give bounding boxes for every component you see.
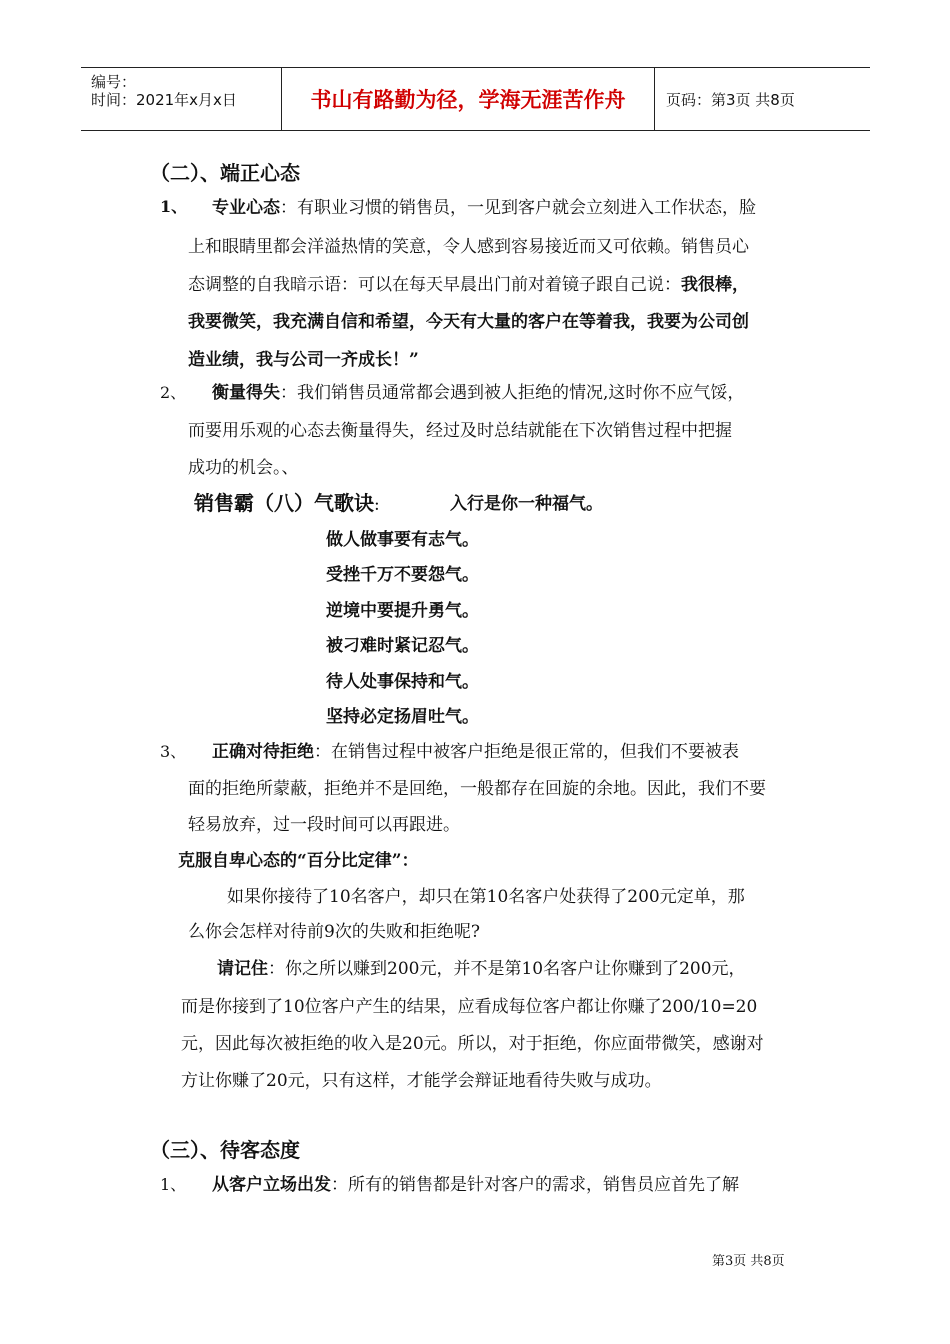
item-text: 态调整的自我暗示语：可以在每天早晨出门前对着镜子跟自己说： — [188, 275, 681, 295]
paragraph-line: 而要用乐观的心态去衡量得失，经过及时总结就能在下次销售过程中把握 — [188, 421, 732, 441]
section-title: （二）、端正心态 — [150, 161, 300, 185]
item-text: ：有职业习惯的销售员，一见到客户就会立刻进入工作状态，脸 — [280, 198, 756, 218]
paragraph-line: 上和眼睛里都会洋溢热情的笑意，令人感到容易接近而又可依赖。销售员心 — [188, 237, 749, 257]
time-label: 时间：2021年x月x日 — [91, 91, 237, 109]
item-number: 1、 — [160, 1175, 187, 1194]
poem-line: 入行是你一种福气。 — [450, 494, 603, 514]
paragraph-line: 如果你接待了10名客户，却只在第10名客户处获得了200元定单，那 — [227, 887, 745, 907]
poem-title-text: 销售霸（八）气歌诀 — [194, 491, 374, 515]
law-title: 克服自卑心态的“百分比定律”： — [178, 851, 419, 871]
poem-title-colon: : — [374, 495, 380, 515]
paragraph-line: 元，因此每次被拒绝的收入是20元。所以，对于拒绝，你应面带微笑，感谢对 — [181, 1034, 764, 1054]
item-emphasis: 我很棒， — [681, 275, 749, 295]
paragraph-line — [212, 193, 756, 218]
paragraph-line: 成功的机会。、 — [188, 458, 299, 478]
item-heading: 衡量得失 — [212, 383, 280, 403]
header-motto: 书山有路勤为径，学海无涯苦作舟 — [310, 88, 626, 112]
paragraph-line: 方让你赚了20元，只有这样，才能学会辩证地看待失败与成功。 — [181, 1071, 662, 1091]
item-text: ：你之所以赚到200元，并不是第10名客户让你赚到了200元， — [268, 959, 746, 979]
remember-heading: 请记住 — [217, 959, 268, 979]
paragraph-line — [188, 270, 749, 295]
poem-line: 逆境中要提升勇气。 — [326, 601, 479, 621]
poem-line: 待人处事保持和气。 — [326, 672, 479, 692]
header-meta — [81, 68, 281, 130]
header-page-label: 页码：第3页 共8页 — [666, 91, 795, 109]
poem-line: 受挫千万不要怨气。 — [326, 565, 479, 585]
paragraph-line — [212, 1170, 739, 1195]
item-text: ：在销售过程中被客户拒绝是很正常的，但我们不要被表 — [314, 742, 739, 762]
paragraph-line: 么你会怎样对待前9次的失败和拒绝呢? — [188, 922, 480, 942]
item-heading: 正确对待拒绝 — [212, 742, 314, 762]
paragraph-line: 轻易放弃，过一段时间可以再跟进。 — [188, 815, 460, 835]
poem-line: 做人做事要有志气。 — [326, 530, 479, 550]
paragraph-line — [212, 378, 744, 403]
paragraph-line: 而是你接到了10位客户产生的结果，应看成每位客户都让你赚了200/10=20 — [181, 997, 758, 1017]
poem-line: 坚持必定扬眉吐气。 — [326, 707, 479, 727]
paragraph-line: 我要微笑，我充满自信和希望，今天有大量的客户在等着我，我要为公司创 — [188, 312, 749, 332]
page-footer: 第3页 共8页 — [712, 1254, 785, 1269]
paragraph-line: 面的拒绝所蒙蔽，拒绝并不是回绝，一般都存在回旋的余地。因此，我们不要 — [188, 779, 766, 799]
section-title: （三）、待客态度 — [150, 1138, 300, 1162]
paragraph-line: 造业绩，我与公司一齐成长！” — [188, 350, 419, 370]
item-heading: 专业心态 — [212, 198, 280, 218]
poem-line: 被刁难时紧记忍气。 — [326, 636, 479, 656]
item-number: 1、 — [160, 197, 188, 216]
paragraph-line — [217, 954, 746, 979]
number-label: 编号： — [91, 73, 137, 91]
item-text: ：所有的销售都是针对客户的需求，销售员应首先了解 — [331, 1175, 739, 1195]
item-number: 2、 — [160, 383, 187, 402]
item-heading: 从客户立场出发 — [212, 1175, 331, 1195]
poem-title — [194, 487, 380, 516]
header-divider — [654, 68, 655, 130]
paragraph-line — [212, 737, 739, 762]
item-number: 3、 — [160, 742, 187, 761]
item-text: ：我们销售员通常都会遇到被人拒绝的情况,这时你不应气馁， — [280, 383, 745, 403]
page-header — [81, 67, 870, 131]
